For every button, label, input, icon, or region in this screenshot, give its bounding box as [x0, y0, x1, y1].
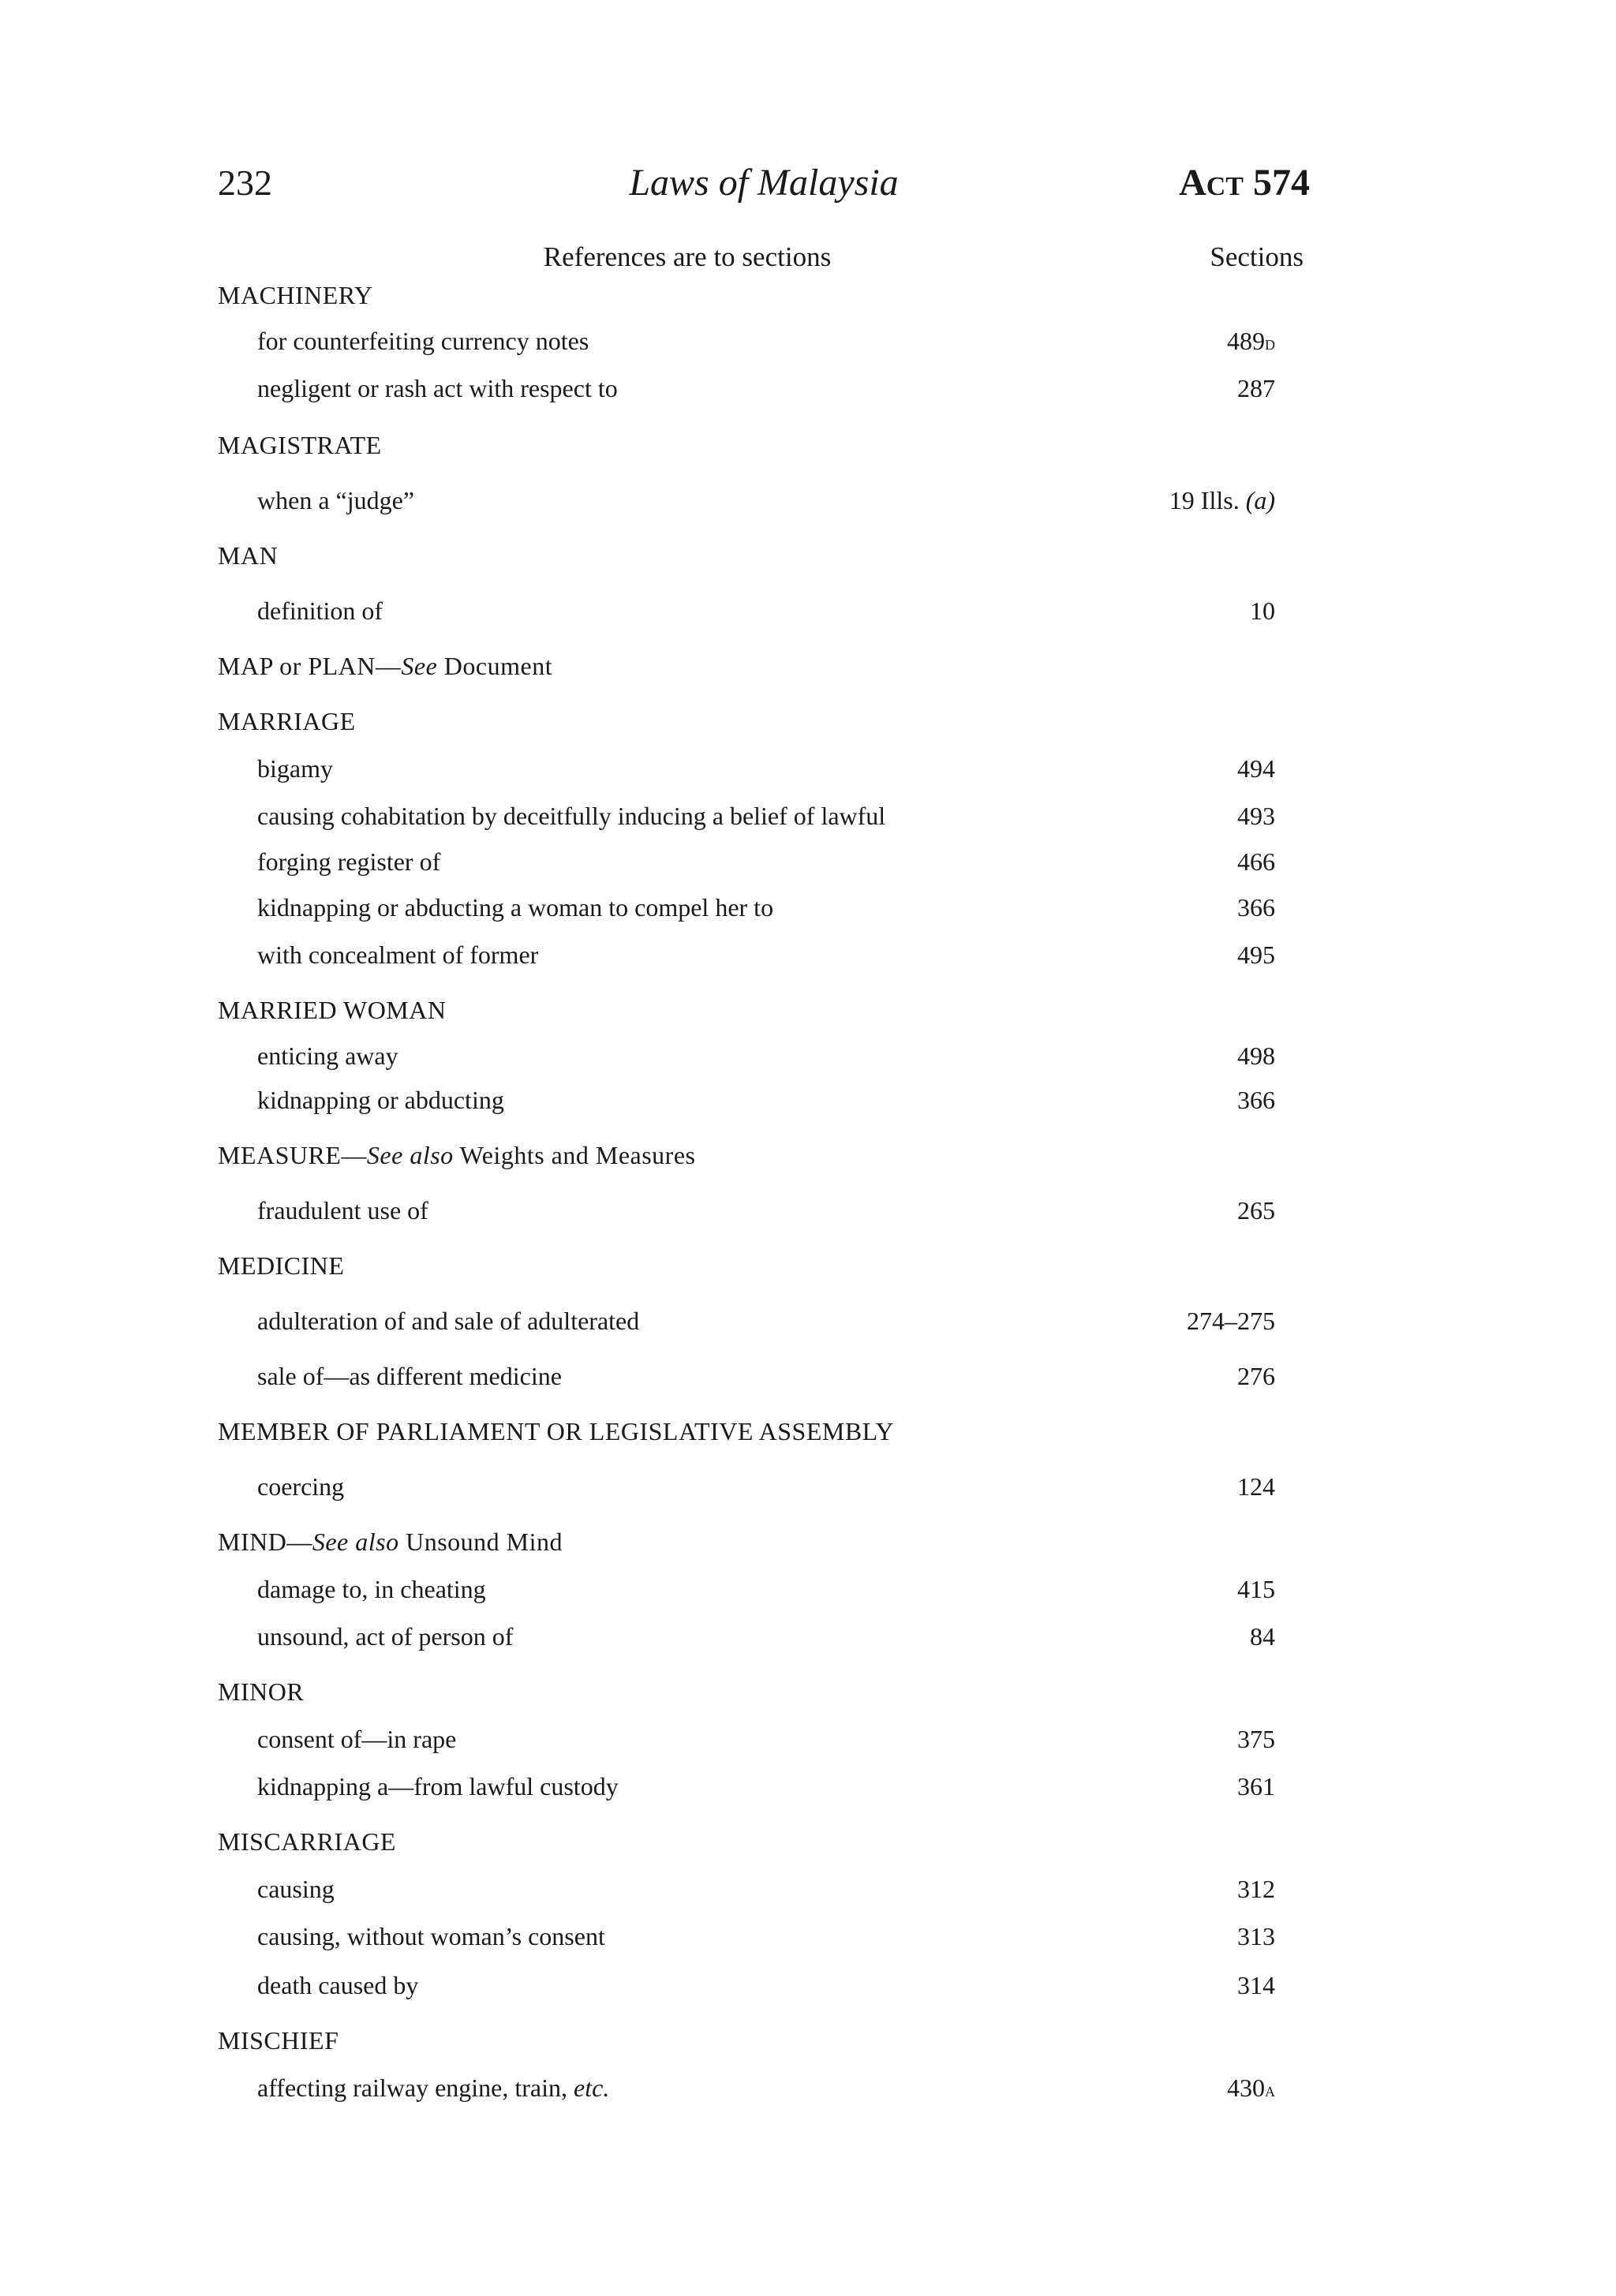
entry-text [257, 1359, 562, 1393]
entry-text [257, 593, 383, 628]
entry-text [257, 371, 618, 406]
heading-text [218, 1674, 304, 1709]
index-heading [218, 1524, 1275, 1559]
section-number: 494 [1237, 754, 1275, 783]
section-reference [1227, 2070, 1275, 2107]
heading-text [218, 1138, 695, 1172]
heading-text [218, 1524, 563, 1559]
entry-label: MEDICINE [218, 1251, 345, 1280]
index-subentry [218, 1083, 1275, 1117]
entry-label: affecting railway engine, train, [257, 2074, 568, 2102]
section-number: 375 [1237, 1725, 1275, 1753]
entry-text [257, 1722, 456, 1756]
entry-label: for counterfeiting currency notes [257, 327, 589, 355]
see-reference: See [401, 652, 438, 680]
index-subentry [218, 1038, 1275, 1073]
section-number: 489 [1227, 327, 1265, 355]
entry-text [257, 937, 538, 972]
entry-label: MISCARRIAGE [218, 1827, 396, 1856]
section-number: 312 [1237, 1875, 1275, 1903]
section-number: 493 [1237, 802, 1275, 830]
section-number: 498 [1237, 1041, 1275, 1070]
entry-label: fraudulent use of [257, 1196, 428, 1225]
column-headers [218, 240, 1310, 275]
entry-label: adulteration of and sale of adulterated [257, 1307, 640, 1335]
entry-label: sale of—as different medicine [257, 1362, 562, 1390]
index-subentry [218, 937, 1275, 972]
index-subentry [218, 1872, 1275, 1906]
heading-text [218, 704, 356, 739]
section-reference [1187, 1303, 1275, 1338]
entry-text [257, 1038, 398, 1073]
section-number: 287 [1237, 374, 1275, 402]
entry-label: causing cohabitation by deceitfully inducing a belief of lawful [257, 802, 886, 830]
entry-text [257, 1572, 486, 1606]
entry-label: MARRIED WOMAN [218, 996, 447, 1024]
heading-text [218, 649, 552, 683]
entry-label: definition of [257, 596, 383, 625]
entry-text [257, 1872, 335, 1906]
index-subentry [218, 751, 1275, 786]
entry-label: kidnapping or abducting a woman to compel her to [257, 893, 774, 922]
section-reference [1237, 844, 1275, 879]
section-reference [1237, 371, 1275, 406]
index-subentry [218, 798, 1275, 833]
index-subentry [218, 2070, 1275, 2105]
section-number: 366 [1237, 1086, 1275, 1114]
section-reference [1169, 483, 1275, 518]
entry-label: MISCHIEF [218, 2026, 339, 2055]
section-reference [1237, 1083, 1275, 1117]
section-reference [1237, 1193, 1275, 1228]
entry-text [257, 1083, 504, 1117]
index-heading [218, 2023, 1275, 2058]
entry-label: causing, without woman’s consent [257, 1922, 605, 1950]
running-title: Laws of Malaysia [629, 162, 899, 204]
act-prefix: Act [1179, 162, 1244, 204]
index-subentry [218, 844, 1275, 879]
section-reference [1237, 1469, 1275, 1504]
references-note: References are to sections [543, 241, 832, 272]
index-subentry [218, 1572, 1275, 1606]
section-number: 415 [1237, 1575, 1275, 1603]
entry-text [257, 844, 440, 879]
see-target: Document [443, 652, 553, 680]
section-number: 314 [1237, 1971, 1275, 1999]
page-number: 232 [218, 163, 272, 203]
entry-label: bigamy [257, 754, 333, 783]
heading-text [218, 1248, 344, 1283]
index-subentry [218, 1193, 1275, 1228]
section-reference [1227, 323, 1275, 361]
entry-label: MACHINERY [218, 281, 373, 309]
section-number: 313 [1237, 1922, 1275, 1950]
entry-text [257, 1619, 513, 1654]
section-suffix: a [1265, 2078, 1275, 2101]
index-subentry [218, 1968, 1275, 2002]
index-subentry [218, 1469, 1275, 1504]
entry-text [257, 1469, 344, 1504]
section-reference [1250, 593, 1275, 628]
section-reference [1250, 1619, 1275, 1654]
entry-text [257, 2070, 609, 2105]
entry-label: MARRIAGE [218, 707, 356, 735]
index-subentry [218, 1722, 1275, 1756]
index-subentry [218, 1619, 1275, 1654]
entry-label: MAGISTRATE [218, 431, 382, 459]
section-reference [1237, 1722, 1275, 1756]
entry-label: MEMBER OF PARLIAMENT OR LEGISLATIVE ASSEMBLY [218, 1417, 895, 1445]
index-heading [218, 993, 1275, 1027]
entry-text [257, 1968, 418, 2002]
index-heading [218, 278, 1275, 312]
index-heading [218, 1414, 1275, 1449]
index-subentry [218, 1359, 1275, 1393]
section-number: 10 [1250, 596, 1275, 625]
index-heading [218, 1248, 1275, 1283]
entry-label: unsound, act of person of [257, 1622, 514, 1651]
entry-label: consent of—in rape [257, 1725, 457, 1753]
entry-text [257, 751, 333, 786]
entry-label: damage to, in cheating [257, 1575, 486, 1603]
entry-label: kidnapping or abducting [257, 1086, 504, 1114]
index-subentry [218, 593, 1275, 628]
heading-text [218, 278, 373, 312]
sections-column-header: Sections [1210, 241, 1304, 272]
section-reference [1237, 1038, 1275, 1073]
section-reference [1237, 890, 1275, 925]
entry-label: MAP or PLAN— [218, 652, 402, 680]
section-number: 265 [1237, 1196, 1275, 1225]
entry-text [257, 890, 773, 925]
section-reference [1237, 1769, 1275, 1804]
entry-text [257, 1193, 428, 1228]
index-heading [218, 1674, 1275, 1709]
section-number: 361 [1237, 1772, 1275, 1801]
section-reference [1237, 798, 1275, 833]
index-heading [218, 1138, 1275, 1172]
section-reference [1237, 1872, 1275, 1906]
index-subentry [218, 1303, 1275, 1338]
see-reference: See also [366, 1141, 454, 1169]
act-number: 574 [1253, 162, 1310, 204]
section-number: 84 [1250, 1622, 1275, 1651]
index-subentry [218, 323, 1275, 358]
entry-label: MINOR [218, 1677, 305, 1706]
see-target: Weights and Measures [459, 1141, 696, 1169]
index-subentry [218, 1919, 1275, 1954]
index-subentry [218, 483, 1275, 518]
entry-label: death caused by [257, 1971, 419, 1999]
entry-text [257, 323, 589, 358]
index-subentry [218, 371, 1275, 406]
section-reference [1237, 1919, 1275, 1954]
section-reference [1237, 937, 1275, 972]
entry-label: enticing away [257, 1041, 398, 1070]
index-heading [218, 1824, 1275, 1859]
entry-label: MEASURE— [218, 1141, 367, 1169]
entry-text [257, 1769, 619, 1804]
section-number: 495 [1237, 940, 1275, 969]
entry-label: kidnapping a—from lawful custody [257, 1772, 619, 1801]
entry-label-italic: etc. [574, 2074, 610, 2102]
section-number: 276 [1237, 1362, 1275, 1390]
heading-text [218, 2023, 339, 2058]
entry-label: with concealment of former [257, 940, 539, 969]
heading-text [218, 538, 278, 573]
heading-text [218, 1824, 396, 1859]
entry-text [257, 1303, 639, 1338]
section-number: 366 [1237, 893, 1275, 922]
entry-text [257, 798, 885, 833]
section-number: 466 [1237, 847, 1275, 876]
index-heading [218, 704, 1275, 739]
entry-text [257, 1919, 605, 1954]
entry-label: when a “judge” [257, 486, 415, 514]
entry-label: forging register of [257, 847, 441, 876]
entry-text [257, 483, 414, 518]
index-heading [218, 649, 1275, 683]
index-heading [218, 428, 1275, 462]
section-number: 274–275 [1187, 1307, 1275, 1335]
section-illustration: (a) [1245, 486, 1275, 514]
entry-label: coercing [257, 1472, 345, 1501]
entry-label: causing [257, 1875, 335, 1903]
index-subentry [218, 1769, 1275, 1804]
section-reference [1237, 751, 1275, 786]
heading-text [218, 993, 446, 1027]
section-number: 124 [1237, 1472, 1275, 1501]
section-suffix: d [1265, 331, 1275, 354]
entry-label: MAN [218, 541, 279, 570]
section-number: 430 [1227, 2074, 1265, 2102]
see-target: Unsound Mind [406, 1528, 563, 1556]
see-reference: See also [312, 1528, 399, 1556]
index-heading [218, 538, 1275, 573]
act-label [1179, 158, 1310, 208]
entry-label: negligent or rash act with respect to [257, 374, 618, 402]
index-subentry [218, 890, 1275, 925]
heading-text [218, 1414, 894, 1449]
heading-text [218, 428, 382, 462]
section-reference [1237, 1359, 1275, 1393]
section-reference [1237, 1572, 1275, 1606]
section-number: 19 Ills. [1169, 486, 1240, 514]
entry-label: MIND— [218, 1528, 312, 1556]
page-header [218, 158, 1310, 208]
section-reference [1237, 1968, 1275, 2002]
